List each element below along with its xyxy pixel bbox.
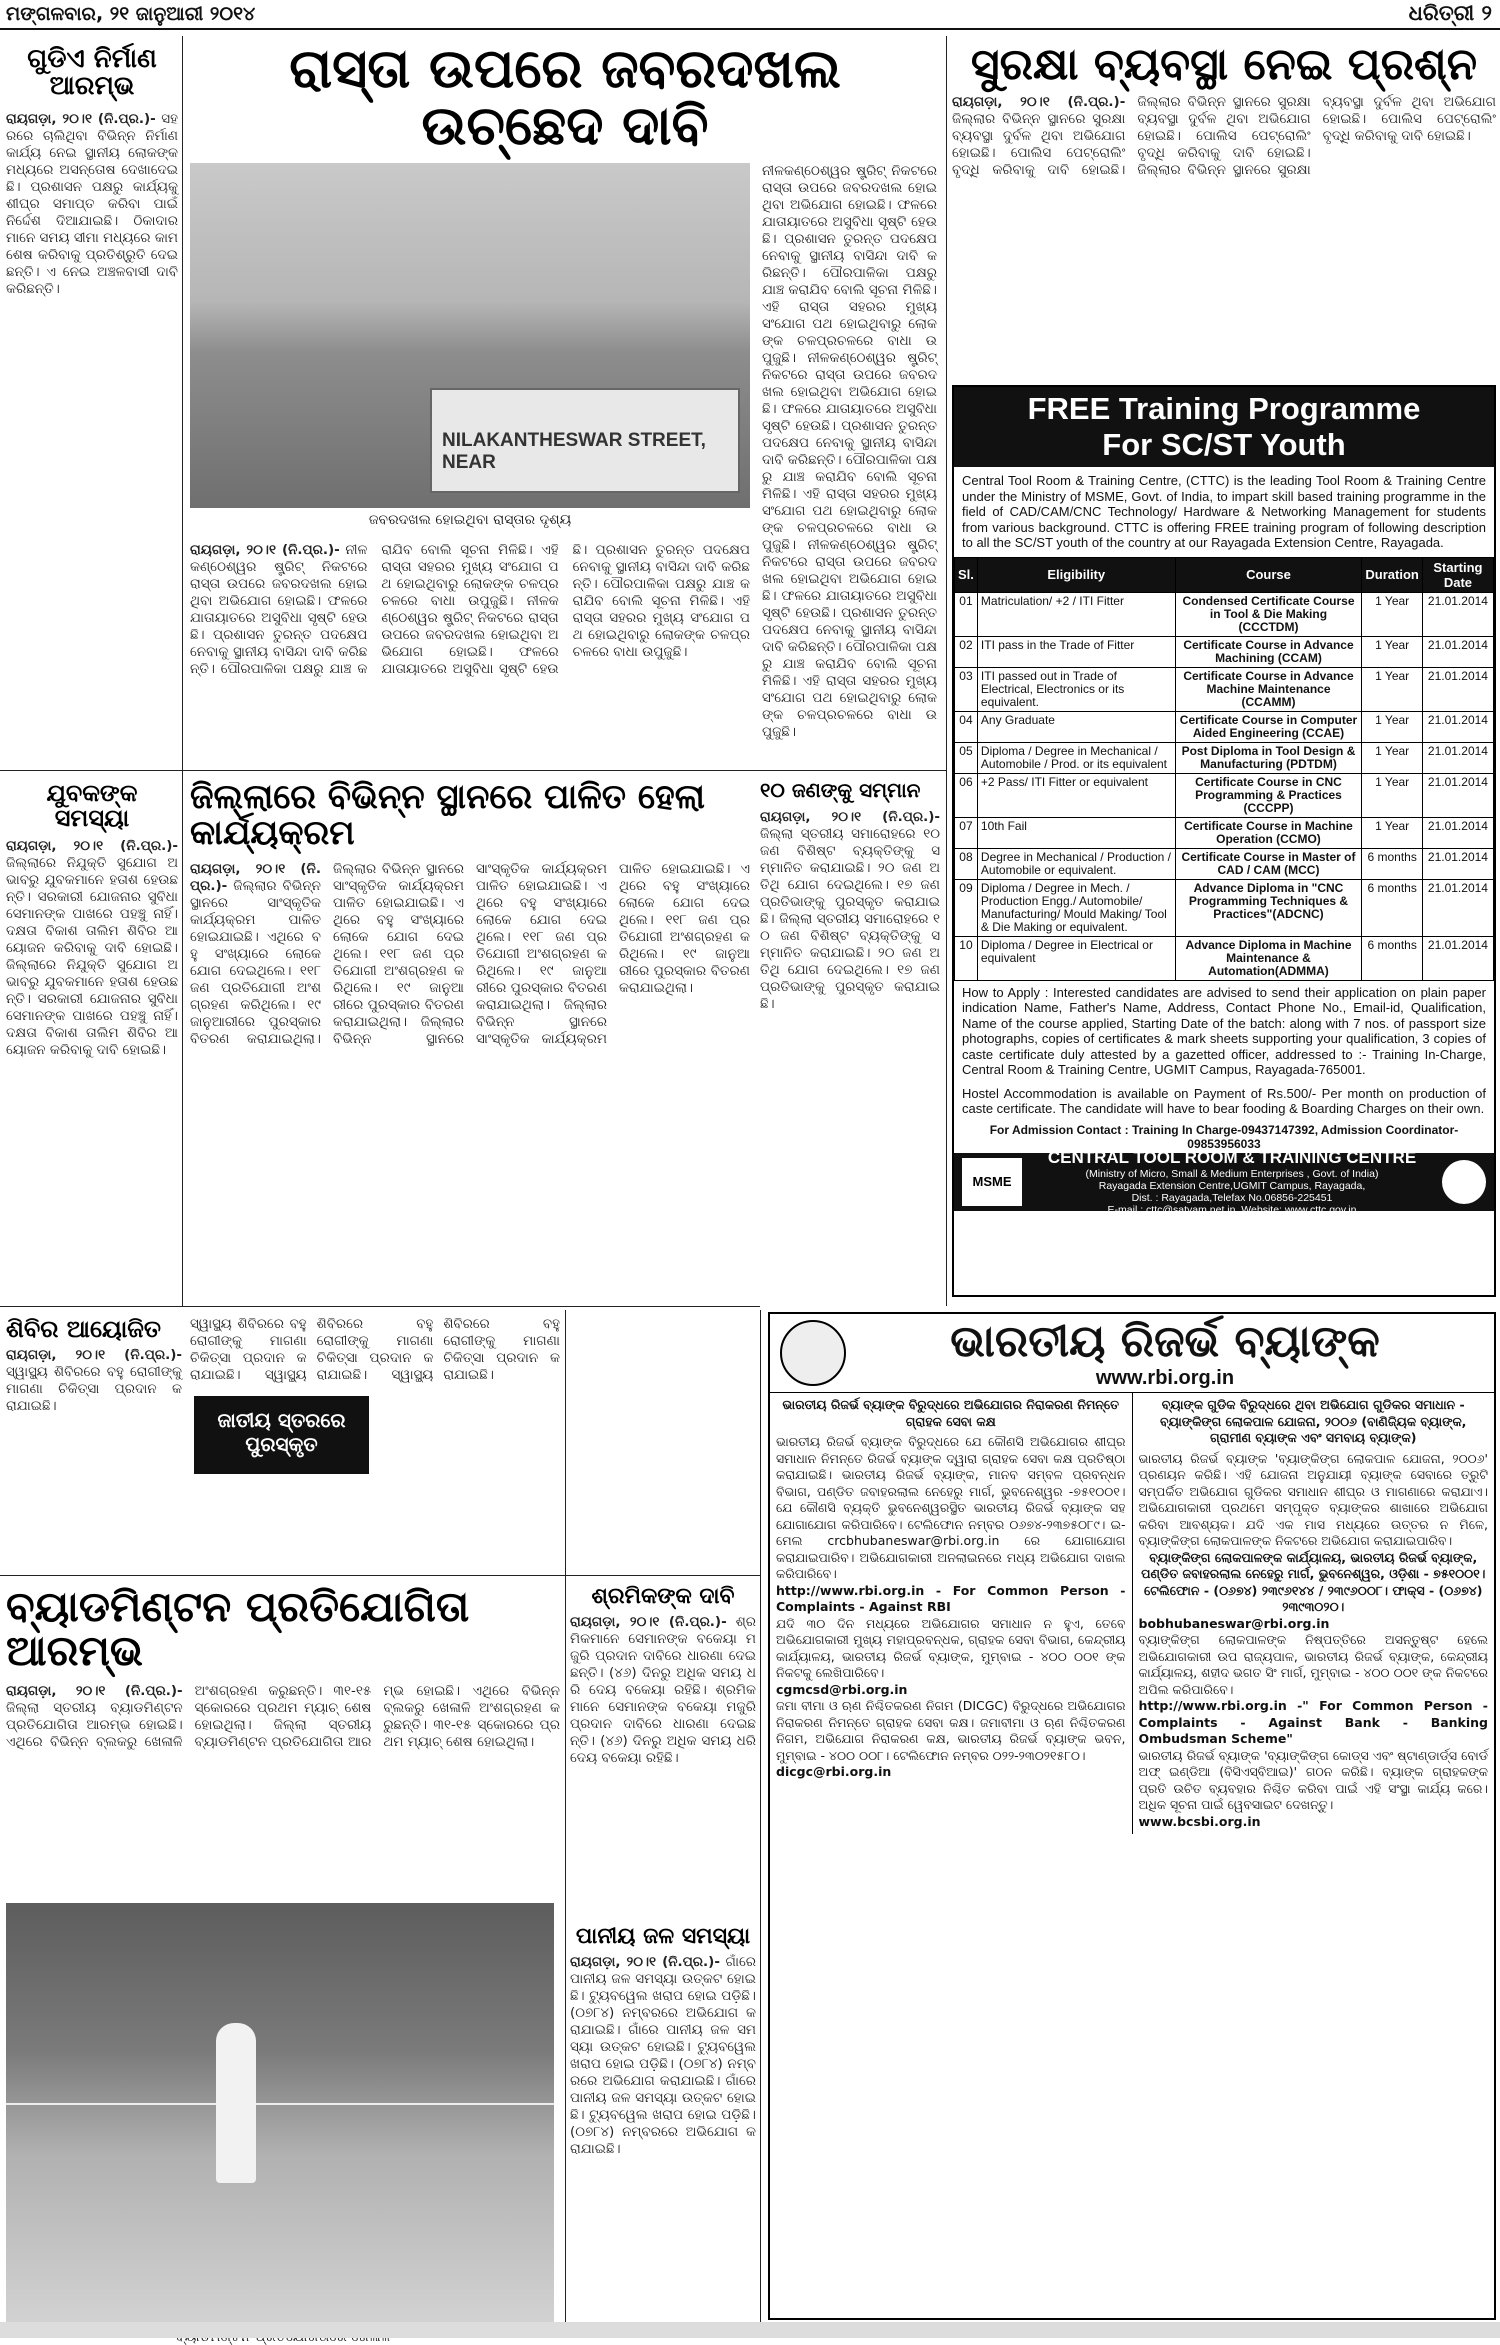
street-sign-text: NILAKANTHESWAR STREET, NEAR bbox=[442, 430, 706, 474]
table-cell: 6 months bbox=[1362, 848, 1422, 879]
story-text: ସହରରେ ଚାଲିଥିବା ବିଭିନ୍ନ ନିର୍ମାଣ କାର୍ଯ୍ୟ ନେଇ ସ୍ଥାନୀୟ ଲୋକଙ୍କ ମଧ୍ୟରେ ଅସନ୍ତୋଷ ଦେଖାଦେଇଛି। ପ୍ରଶାସନ ପକ୍ଷରୁ କାର୍ଯ୍ୟକୁ ଶୀଘ୍ର ସମାପ୍ତ କରିବା ପାଇଁ ନିର୍ଦ୍ଦେଶ ଦିଆଯାଇଛି। ଠିକାଦାରମାନେ ସମୟ ସୀମା ମଧ୍ୟରେ କାମ ଶେଷ କରିବାକୁ ପ୍ରତିଶ୍ରୁତି ଦେଇଛନ୍ତି। ଏ ନେଇ ଅଞ୍ଚଳବାସୀ ଦାବି କରିଛନ୍ତି। bbox=[6, 110, 178, 297]
story-headline: ସୁରକ୍ଷା ବ୍ୟବସ୍ଥା ନେଇ ପ୍ରଶ୍ନ bbox=[970, 39, 1478, 90]
story-text-cont: ଶ୍ରମିକମାନେ ସେମାନଙ୍କ ବକେୟା ମଜୁରି ପ୍ରଦାନ ଦାବିରେ ଧାରଣା ଦେଇଛନ୍ତି। (୪୬) ଦିନରୁ ଅଧିକ ସମୟ ଧରି ଦେୟ ବକେୟା ରହିଛି। bbox=[570, 1682, 756, 1767]
table-header-cell: Starting Date bbox=[1422, 557, 1493, 592]
lead-photo-caption: ଜବରଦଖଲ ହୋଇଥିବା ରାସ୍ତାର ଦୃଶ୍ୟ bbox=[368, 512, 572, 529]
table-cell: +2 Pass/ ITI Fitter or equivalent bbox=[977, 773, 1175, 817]
player-figure bbox=[216, 2023, 256, 2183]
masthead-page-number: ଧରିତ୍ରୀ ୨ bbox=[1408, 1, 1492, 25]
story-text-cont: ଜିଲ୍ଲା ସ୍ତରୀୟ ବ୍ୟାଡମିଣ୍ଟନ ପ୍ରତିଯୋଗିତା ଆରମ୍ଭ ହୋଇଛି। ଏଥିରେ ବିଭିନ୍ନ ବ୍ଲକରୁ ଖେଳାଳି ଅଂଶଗ୍ରହଣ କରୁଛନ୍ତି। ୩୧-୧୫ ସ୍କୋରରେ ପ୍ରଥମ ମ୍ୟାଚ୍ ଶେଷ ହୋଇଥିଲା। bbox=[194, 1683, 560, 1751]
table-cell: 21.01.2014 bbox=[1422, 742, 1493, 773]
story-headline: ବ୍ୟାଡମିଣ୍ଟନ ପ୍ରତିଯୋଗିତା ଆରମ୍ଭ bbox=[6, 1582, 470, 1676]
news-story bbox=[760, 780, 940, 1300]
table-cell: 06 bbox=[955, 773, 978, 817]
how-to-apply: How to Apply : Interested candidates are advised to send their application on plain paper indication Name, Father's Name, Address, Contact Phone No., Email-id, Qualification, Name of the course applied, Starting Date of the batch: along with 7 nos. of passport size photographs, copies of certificates & mark sheets supporting your qualification, 3 copies of caste certificate duly attested by a gazetted officer, addressed to :- Training In-Charge, Central Room & Training Centre, UGMIT Campus, Rayagada-765001. bbox=[962, 984, 1486, 1077]
rbi-col1-body2: ଯଦି ୩୦ ଦିନ ମଧ୍ୟରେ ଅଭିଯୋଗର ସମାଧାନ ନ ହୁଏ, ତେବେ ଅଭିଯୋଗକାରୀ ମୁଖ୍ୟ ମହାପ୍ରବନ୍ଧକ, ଗ୍ରାହକ ସେବା ବିଭାଗ, କେନ୍ଦ୍ରୀୟ କାର୍ଯ୍ୟାଳୟ, ଭାରତୀୟ ରିଜର୍ଭ ବ୍ୟାଙ୍କ, ମୁମ୍ବାଇ - ୪୦୦ ୦୦୧ ଙ୍କ ନିକଟକୁ ଲେଖିପାରିବେ। bbox=[776, 1615, 1126, 1680]
course-table bbox=[954, 557, 1494, 981]
centre-email-website[interactable]: E-mail : cttc@satyam.net.in, Website: www.cttc.gov.in bbox=[1107, 1203, 1357, 1216]
rbi-header bbox=[770, 1314, 1494, 1392]
story-text-cont: ଜିଲ୍ଲାର ବିଭିନ୍ନ ସ୍ଥାନରେ ସୁରକ୍ଷା ବ୍ୟବସ୍ଥା ଦୁର୍ବଳ ଥିବା ଅଭିଯୋଗ ହୋଇଛି। ପୋଲିସ ପେଟ୍ରୋଲିଂ ବୃଦ୍ଧି କରିବାକୁ ଦାବି ହୋଇଛି। bbox=[1137, 94, 1311, 162]
ad-footer bbox=[954, 1147, 1494, 1216]
table-cell: Diploma / Degree in Electrical or equivalent bbox=[977, 936, 1175, 980]
court-net bbox=[6, 2103, 554, 2105]
story-text-cont: ଜିଲ୍ଲାର ବିଭିନ୍ନ ସ୍ଥାନରେ ସାଂସ୍କୃତିକ କାର୍ଯ୍ୟକ୍ରମ ପାଳିତ ହୋଇଯାଇଛି। ଏଥିରେ ବହୁ ସଂଖ୍ୟାରେ ଲୋକେ ଯୋଗ ଦେଇଥିଲେ। ୧୧୮ ଜଣ ପ୍ରତିଯୋଗୀ ଅଂଶଗ୍ରହଣ କରିଥିଲେ। ୧୯ ଜାନୁଆରୀରେ ପୁରସ୍କାର ବିତରଣ କରାଯାଇଥିଲା। bbox=[333, 861, 464, 1031]
table-cell: 03 bbox=[955, 667, 978, 711]
table-cell: Degree in Mechanical / Production / Automobile or equivalent. bbox=[977, 848, 1175, 879]
table-cell: 21.01.2014 bbox=[1422, 936, 1493, 980]
rbi-col1-body: ଭାରତୀୟ ରିଜର୍ଭ ବ୍ୟାଙ୍କ ବିରୁଦ୍ଧରେ ଯେ କୌଣସି ଅଭିଯୋଗର ଶୀଘ୍ର ସମାଧାନ ନିମନ୍ତେ ରିଜର୍ଭ ବ୍ୟାଙ୍କ ଦ୍ୱାରା ଗ୍ରାହକ ସେବା କକ୍ଷ ପ୍ରତିଷ୍ଠା କରାଯାଇଛି। ଭାରତୀୟ ରିଜର୍ଭ ବ୍ୟାଙ୍କ, ମାନବ ସମ୍ବଳ ପ୍ରବନ୍ଧନ ବିଭାଗ, ପଣ୍ଡିତ ଜବାହରଲାଲ ନେହେରୁ ମାର୍ଗ, ଭୁବନେଶ୍ୱର -୭୫୧୦୦୧। ଯେ କୌଣସି ବ୍ୟକ୍ତି ଭୁବନେଶ୍ୱରସ୍ଥିତ ଭାରତୀୟ ରିଜର୍ଭ ବ୍ୟାଙ୍କ ସହ ଯୋଗାଯୋଗ କରିପାରିବେ। ଟେଲିଫୋନ ନମ୍ବର ୦୬୭୪-୨୩୭୫୦୮୯। ଇ-ମେଲ crcbhubaneswar@rbi.org.in ରେ ଯୋଗାଯୋଗ କରାଯାଇପାରିବ। ଅଭିଯୋଗକାରୀ ଅନଲାଇନରେ ମଧ୍ୟ ଅଭିଯୋଗ ଦାଖଲ କରିପାରିବେ। bbox=[776, 1434, 1126, 1581]
rbi-title-block bbox=[846, 1316, 1484, 1390]
table-row bbox=[955, 936, 1494, 980]
table-header-cell: Eligibility bbox=[977, 557, 1175, 592]
table-cell: Certificate Course in Computer Aided Engineering (CCAE) bbox=[1175, 711, 1362, 742]
rbi-col2-heading: ବ୍ୟାଙ୍କ ଗୁଡିକ ବିରୁଦ୍ଧରେ ଥିବା ଅଭିଯୋଗ ଗୁଡିକର ସମାଧାନ - ବ୍ୟାଙ୍କିଙ୍ଗ ଲୋକପାଳ ଯୋଜନା, ୨୦୦୬ (ବାଣିଜ୍ୟିକ ବ୍ୟାଙ୍କ, ଗ୍ରାମୀଣ ବ୍ୟାଙ୍କ ଏବଂ ସମବାୟ ବ୍ୟାଙ୍କ) bbox=[1160, 1397, 1467, 1445]
story-text-cont2: ଜିଲ୍ଲାର ବିଭିନ୍ନ ସ୍ଥାନରେ ସୁରକ୍ଷା ବ୍ୟବସ୍ଥା ଦୁର୍ବଳ ଥିବା ଅଭିଯୋଗ ହୋଇଛି। ପୋଲିସ ପେଟ୍ରୋଲିଂ ବୃଦ୍ଧି କରିବାକୁ ଦାବି ହୋଇଛି। bbox=[1137, 94, 1496, 179]
rbi-url[interactable]: www.rbi.org.in bbox=[1095, 1367, 1235, 1389]
story-body bbox=[6, 1347, 182, 1415]
table-cell: 21.01.2014 bbox=[1422, 817, 1493, 848]
story-dateline: ରାୟଗଡ଼ା, ୨୦।୧ (ନି.ପ୍ର.)- bbox=[6, 110, 156, 127]
lead-photo bbox=[190, 163, 750, 508]
story-text: ଜିଲ୍ଲାର ବିଭିନ୍ନ ସ୍ଥାନରେ ସୁରକ୍ଷା ବ୍ୟବସ୍ଥା ଦୁର୍ବଳ ଥିବା ଅଭିଯୋଗ ହୋଇଛି। ପୋଲିସ ପେଟ୍ରୋଲିଂ ବୃଦ୍ଧି କରିବାକୁ ଦାବି ହୋଇଛି। bbox=[952, 111, 1126, 179]
training-programme-ad bbox=[952, 385, 1496, 1297]
news-story bbox=[190, 777, 750, 1300]
rbi-col2-body2: ବ୍ୟାଙ୍କିଙ୍ଗ ଲୋକପାଳଙ୍କ ନିଷ୍ପତ୍ତିରେ ଅସନ୍ତୁଷ୍ଟ ହେଲେ ଅଭିଯୋଗକାରୀ ଉପ ରାଜ୍ୟପାଳ, ଭାରତୀୟ ରିଜର୍ଭ ବ୍ୟାଙ୍କ, କେନ୍ଦ୍ରୀୟ କାର୍ଯ୍ୟାଳୟ, ଶହୀଦ ଭଗତ ସିଂ ମାର୍ଗ, ମୁମ୍ବାଇ - ୪୦୦ ୦୦୧ ଙ୍କ ନିକଟରେ ଅପିଲ କରିପାରିବେ। bbox=[1138, 1632, 1488, 1697]
rbi-col2-address: ବ୍ୟାଙ୍କିଙ୍ଗ ଲୋକପାଳଙ୍କ କାର୍ଯ୍ୟାଳୟ, ଭାରତୀୟ ରିଜର୍ଭ ବ୍ୟାଙ୍କ, ପଣ୍ଡିତ ଜବାହରଲାଲ ନେହେରୁ ମାର୍ଗ, ଭୁବନେଶ୍ୱର, ଓଡ଼ିଶା - ୭୫୧୦୦୧। ଟେଲିଫୋନ - (୦୬୭୪) ୨୩୯୬୧୪୪ / ୨୩୯୬୦୦୮। ଫାକ୍ସ - (୦୬୭୪) ୨୩୯୩୦୨୦। bbox=[1141, 1549, 1486, 1614]
news-story bbox=[952, 39, 1496, 372]
lead-text-side: ନୀଳକଣ୍ଠେଶ୍ୱର ଷ୍ଟ୍ରିଟ୍ ନିକଟରେ ରାସ୍ତା ଉପରେ ଜବରଦଖଲ ହୋଇଥିବା ଅଭିଯୋଗ ହୋଇଛି। ଫଳରେ ଯାତାୟାତରେ ଅସୁବିଧା ସୃଷ୍ଟି ହେଉଛି। ପ୍ରଶାସନ ତୁରନ୍ତ ପଦକ୍ଷେପ ନେବାକୁ ସ୍ଥାନୀୟ ବାସିନ୍ଦା ଦାବି କରିଛନ୍ତି। ପୌରପାଳିକା ପକ୍ଷରୁ ଯାଞ୍ଚ କରାଯିବ ବୋଲି ସୂଚନା ମିଳିଛି। ଏହି ରାସ୍ତା ସହରର ମୁଖ୍ୟ ସଂଯୋଗ ପଥ ହୋଇଥିବାରୁ ଲୋକଙ୍କ ଚଳପ୍ରଚଳରେ ବାଧା ଉପୁଜୁଛି। bbox=[762, 163, 937, 367]
lead-text-cont: ନୀଳକଣ୍ଠେଶ୍ୱର ଷ୍ଟ୍ରିଟ୍ ନିକଟରେ ରାସ୍ତା ଉପରେ ଜବରଦଖଲ ହୋଇଥିବା ଅଭିଯୋଗ ହୋଇଛି। ଫଳରେ ଯାତାୟାତରେ ଅସୁବିଧା ସୃଷ୍ଟି ହେଉଛି। ପ୍ରଶାସନ ତୁରନ୍ତ ପଦକ୍ଷେପ ନେବାକୁ ସ୍ଥାନୀୟ ବାସିନ୍ଦା ଦାବି କରିଛନ୍ତି। ପୌରପାଳିକା ପକ୍ଷରୁ ଯାଞ୍ଚ କରାଯିବ ବୋଲି ସୂଚନା ମିଳିଛି। ଏହି ରାସ୍ତା ସହରର ମୁଖ୍ୟ ସଂଯୋଗ ପଥ ହୋଇଥିବାରୁ ଲୋକଙ୍କ ଚଳପ୍ରଚଳରେ ବାଧା ଉପୁଜୁଛି। bbox=[381, 542, 750, 678]
table-cell: Certificate Course in Advance Machining (CCAM) bbox=[1175, 636, 1362, 667]
table-cell: 09 bbox=[955, 879, 978, 936]
story-headline: ଶ୍ରମିକଙ୍କ ଦାବି bbox=[591, 1583, 735, 1609]
table-cell: Certificate Course in Master of CAD / CAM (MCC) bbox=[1175, 848, 1362, 879]
story-text: ଜିଲ୍ଲାରେ ନିଯୁକ୍ତି ସୁଯୋଗ ଅଭାବରୁ ଯୁବକମାନେ ହତାଶ ହେଉଛନ୍ତି। ସରକାରୀ ଯୋଜନାର ସୁବିଧା ସେମାନଙ୍କ ପାଖରେ ପହଞ୍ଚୁ ନାହିଁ। ଦକ୍ଷତା ବିକାଶ ତାଲିମ ଶିବିର ଆୟୋଜନ କରିବାକୁ ଦାବି ହୋଇଛି। bbox=[6, 855, 178, 957]
table-cell: 21.01.2014 bbox=[1422, 711, 1493, 742]
column-rule bbox=[182, 36, 183, 1306]
lead-body bbox=[190, 542, 750, 742]
rbi-column-right bbox=[1132, 1393, 1495, 1834]
story-headline: ଶିବିର ଆୟୋଜିତ bbox=[6, 1314, 161, 1343]
hostel-info: Hostel Accommodation is available on Payment of Rs.500/- Per month on production of caste certificate. The candidate will have to bear fooding & Boarding Charges on their own. bbox=[962, 1085, 1486, 1116]
table-cell: Advance Diploma in Machine Maintenance & Automation(ADMMA) bbox=[1175, 936, 1362, 980]
table-cell: 1 Year bbox=[1362, 817, 1422, 848]
table-cell: 1 Year bbox=[1362, 773, 1422, 817]
table-cell: Certificate Course in CNC Programming & Practices (CCCPP) bbox=[1175, 773, 1362, 817]
rbi-col1-email2[interactable]: dicgc@rbi.org.in bbox=[776, 1764, 892, 1779]
table-row bbox=[955, 773, 1494, 817]
ad-title-line1: FREE Training Programme bbox=[1027, 391, 1421, 426]
lead-text: ନୀଳକଣ୍ଠେଶ୍ୱର ଷ୍ଟ୍ରିଟ୍ ନିକଟରେ ରାସ୍ତା ଉପରେ ଜବରଦଖଲ ହୋଇଥିବା ଅଭିଯୋଗ ହୋଇଛି। ଫଳରେ ଯାତାୟାତରେ ଅସୁବିଧା ସୃଷ୍ଟି ହେଉଛି। ପ୍ରଶାସନ ତୁରନ୍ତ ପଦକ୍ଷେପ ନେବାକୁ ସ୍ଥାନୀୟ ବାସିନ୍ଦା ଦାବି କରିଛନ୍ତି। ପୌରପାଳିକା ପକ୍ଷରୁ ଯାଞ୍ଚ କରାଯିବ ବୋଲି ସୂଚନା ମିଳିଛି। ଏହି ରାସ୍ତା ସହରର ମୁଖ୍ୟ ସଂଯୋଗ ପଥ ହୋଇଥିବାରୁ ଲୋକଙ୍କ ଚଳପ୍ରଚଳରେ ବାଧା ଉପୁଜୁଛି। bbox=[190, 542, 559, 678]
table-cell: 21.01.2014 bbox=[1422, 667, 1493, 711]
lead-text-side3: ନୀଳକଣ୍ଠେଶ୍ୱର ଷ୍ଟ୍ରିଟ୍ ନିକଟରେ ରାସ୍ତା ଉପରେ ଜବରଦଖଲ ହୋଇଥିବା ଅଭିଯୋଗ ହୋଇଛି। ଫଳରେ ଯାତାୟାତରେ ଅସୁବିଧା ସୃଷ୍ଟି ହେଉଛି। ପ୍ରଶାସନ ତୁରନ୍ତ ପଦକ୍ଷେପ ନେବାକୁ ସ୍ଥାନୀୟ ବାସିନ୍ଦା ଦାବି କରିଛନ୍ତି। ପୌରପାଳିକା ପକ୍ଷରୁ ଯାଞ୍ଚ କରାଯିବ ବୋଲି ସୂଚନା ମିଳିଛି। ଏହି ରାସ୍ତା ସହରର ମୁଖ୍ୟ ସଂଯୋଗ ପଥ ହୋଇଥିବାରୁ ଲୋକଙ୍କ ଚଳପ୍ରଚଳରେ ବାଧା ଉପୁଜୁଛି। bbox=[762, 537, 938, 741]
table-cell: 10 bbox=[955, 936, 978, 980]
table-row bbox=[955, 879, 1494, 936]
lead-headline: ରାସ୍ତା ଉପରେ ଜବରଦଖଲ ଉଚ୍ଛେଦ ଦାବି bbox=[289, 36, 841, 157]
rbi-col1-link[interactable]: http://www.rbi.org.in - For Common Person - Complaints - Against RBI bbox=[776, 1582, 1126, 1614]
table-cell: Condensed Certificate Course in Tool & Die Making (CCCTDM) bbox=[1175, 592, 1362, 636]
table-cell: Diploma / Degree in Mechanical / Automobile / Prod. or its equivalent bbox=[977, 742, 1175, 773]
course-table-body bbox=[955, 592, 1494, 980]
table-cell: ITI pass in the Trade of Fitter bbox=[977, 636, 1175, 667]
story-headline: ଯୁବକଙ୍କ ସମସ୍ୟା bbox=[46, 778, 138, 833]
table-cell: 1 Year bbox=[1362, 742, 1422, 773]
news-story bbox=[6, 1582, 560, 2320]
table-cell: ITI passed out in Trade of Electrical, Electronics or its equivalent. bbox=[977, 667, 1175, 711]
story-dateline: ରାୟଗଡ଼ା, ୨୦।୧ (ନି.ପ୍ର.)- bbox=[952, 94, 1126, 111]
story-body bbox=[6, 838, 178, 1059]
story-body bbox=[570, 1954, 756, 2158]
table-cell: 1 Year bbox=[1362, 636, 1422, 667]
story-headline: ଗୁଡିଏ ନିର୍ମାଣ ଆରମ୍ଭ bbox=[27, 44, 157, 102]
rbi-col2-body3: ଭାରତୀୟ ରିଜର୍ଭ ବ୍ୟାଙ୍କ 'ବ୍ୟାଙ୍କିଙ୍ଗ କୋଡ୍ସ ଏବଂ ଷ୍ଟାଣ୍ଡାର୍ଡ୍ସ ବୋର୍ଡ ଅଫ୍ ଇଣ୍ଡିଆ (ବିସିଏସ୍‌ବିଆଇ)' ଗଠନ କରିଛି। ବ୍ୟାଙ୍କ ଗ୍ରାହକଙ୍କ ପ୍ରତି ଉଚିତ ବ୍ୟବହାର ନିଶ୍ଚିତ କରିବା ପାଇଁ ଏହି ସଂସ୍ଥା କାର୍ଯ୍ୟ କରେ। ଅଧିକ ସୂଚନା ପାଇଁ ୱେବସାଇଟ ଦେଖନ୍ତୁ। bbox=[1138, 1747, 1488, 1812]
msme-logo: MSME bbox=[962, 1158, 1022, 1206]
story-dateline: ରାୟଗଡ଼ା, ୨୦।୧ (ନି.ପ୍ର.)- bbox=[6, 838, 178, 855]
table-cell: 10th Fail bbox=[977, 817, 1175, 848]
column-rule bbox=[760, 1310, 761, 2325]
table-cell: 01 bbox=[955, 592, 978, 636]
lead-side-column bbox=[762, 163, 937, 803]
lead-text-side2: ନୀଳକଣ୍ଠେଶ୍ୱର ଷ୍ଟ୍ରିଟ୍ ନିକଟରେ ରାସ୍ତା ଉପରେ ଜବରଦଖଲ ହୋଇଥିବା ଅଭିଯୋଗ ହୋଇଛି। ଫଳରେ ଯାତାୟାତରେ ଅସୁବିଧା ସୃଷ୍ଟି ହେଉଛି। ପ୍ରଶାସନ ତୁରନ୍ତ ପଦକ୍ଷେପ ନେବାକୁ ସ୍ଥାନୀୟ ବାସିନ୍ଦା ଦାବି କରିଛନ୍ତି। ପୌରପାଳିକା ପକ୍ଷରୁ ଯାଞ୍ଚ କରାଯିବ ବୋଲି ସୂଚନା ମିଳିଛି। ଏହି ରାସ୍ତା ସହରର ମୁଖ୍ୟ ସଂଯୋଗ ପଥ ହୋଇଥିବାରୁ ଲୋକଙ୍କ ଚଳପ୍ରଚଳରେ ବାଧା ଉପୁଜୁଛି। bbox=[762, 350, 938, 554]
course-table-header bbox=[955, 557, 1494, 592]
table-row bbox=[955, 711, 1494, 742]
lead-dateline: ରାୟଗଡ଼ା, ୨୦।୧ (ନି.ପ୍ର.)- bbox=[190, 542, 340, 559]
table-row bbox=[955, 848, 1494, 879]
table-cell: Matriculation/ +2 / ITI Fitter bbox=[977, 592, 1175, 636]
table-cell: 1 Year bbox=[1362, 711, 1422, 742]
table-cell: 1 Year bbox=[1362, 667, 1422, 711]
column-rule bbox=[946, 36, 947, 1306]
highlight-box: ଜାତୀୟ ସ୍ତରରେ ପୁରସ୍କୃତ bbox=[194, 1396, 369, 1474]
table-cell: 05 bbox=[955, 742, 978, 773]
admission-contact: For Admission Contact : Training In Charge-09437147392, Admission Coordinator-09853956033 bbox=[989, 1122, 1459, 1151]
table-row bbox=[955, 742, 1494, 773]
table-cell: Any Graduate bbox=[977, 711, 1175, 742]
ad-footer-info bbox=[1030, 1148, 1434, 1216]
table-cell: 1 Year bbox=[1362, 592, 1422, 636]
story-text: ଜିଲ୍ଲାର ବିଭିନ୍ନ ସ୍ଥାନରେ ସାଂସ୍କୃତିକ କାର୍ଯ୍ୟକ୍ରମ ପାଳିତ ହୋଇଯାଇଛି। ଏଥିରେ ବହୁ ସଂଖ୍ୟାରେ ଲୋକେ ଯୋଗ ଦେଇଥିଲେ। ୧୧୮ ଜଣ ପ୍ରତିଯୋଗୀ ଅଂଶଗ୍ରହଣ କରିଥିଲେ। ୧୯ ଜାନୁଆରୀରେ ପୁରସ୍କାର ବିତରଣ କରାଯାଇଥିଲା। bbox=[190, 878, 321, 1048]
table-cell: Diploma / Degree in Mech. / Production Engg./ Automobile/ Manufacturing/ Mould Making/ Tool & Die Making or equivalent. bbox=[977, 879, 1175, 936]
story-text: ସ୍ୱାସ୍ଥ୍ୟ ଶିବିରରେ ବହୁ ରୋଗୀଙ୍କୁ ମାଗଣା ଚିକିତ୍ସା ପ୍ରଦାନ କରାଯାଇଛି। bbox=[6, 1364, 182, 1415]
rbi-col1-body3: ଜମା ବୀମା ଓ ଋଣ ନିଶ୍ଚିତକରଣ ନିଗମ (DICGC) ବିରୁଦ୍ଧରେ ଅଭିଯୋଗର ନିରାକରଣ ନିମନ୍ତେ ଗ୍ରାହକ ସେବା କକ୍ଷ। ଜମାବୀମା ଓ ଋଣ ନିଶ୍ଚିତକରଣ ନିଗମ, ଅଭିଯୋଗ ନିରାକରଣ କକ୍ଷ, ଭାରତୀୟ ରିଜର୍ଭ ବ୍ୟାଙ୍କ ଭବନ, ମୁମ୍ବାଇ - ୪୦୦ ୦୦୮। ଟେଲିଫୋନ ନମ୍ବର ୦୨୨-୨୩୦୨୧୫୮୦। bbox=[776, 1698, 1126, 1763]
story-dateline: ରାୟଗଡ଼ା, ୨୦।୧ (ନି.ପ୍ର.)- bbox=[570, 1954, 720, 1971]
story-text: ଜିଲ୍ଲା ସ୍ତରୀୟ ବ୍ୟାଡମିଣ୍ଟନ ପ୍ରତିଯୋଗିତା ଆରମ୍ଭ ହୋଇଛି। ଏଥିରେ ବିଭିନ୍ନ ବ୍ଲକରୁ ଖେଳାଳି ଅଂଶଗ୍ରହଣ କରୁଛନ୍ତି। ୩୧-୧୫ ସ୍କୋରରେ ପ୍ରଥମ ମ୍ୟାଚ୍ ଶେଷ ହୋଇଥିଲା। bbox=[6, 1683, 372, 1751]
rbi-col2-site[interactable]: www.bcsbi.org.in bbox=[1138, 1813, 1261, 1829]
table-cell: 6 months bbox=[1362, 879, 1422, 936]
story-text-cont: ଜିଲ୍ଲାରେ ନିଯୁକ୍ତି ସୁଯୋଗ ଅଭାବରୁ ଯୁବକମାନେ ହତାଶ ହେଉଛନ୍ତି। ସରକାରୀ ଯୋଜନାର ସୁବିଧା ସେମାନଙ୍କ ପାଖରେ ପହଞ୍ଚୁ ନାହିଁ। ଦକ୍ଷତା ବିକାଶ ତାଲିମ ଶିବିର ଆୟୋଜନ କରିବାକୁ ଦାବି ହୋଇଛି। bbox=[6, 957, 178, 1059]
story-text-cont3: ଜିଲ୍ଲାର ବିଭିନ୍ନ ସ୍ଥାନରେ ସାଂସ୍କୃତିକ କାର୍ଯ୍ୟକ୍ରମ ପାଳିତ ହୋଇଯାଇଛି। ଏଥିରେ ବହୁ ସଂଖ୍ୟାରେ ଲୋକେ ଯୋଗ ଦେଇଥିଲେ। ୧୧୮ ଜଣ ପ୍ରତିଯୋଗୀ ଅଂଶଗ୍ରହଣ କରିଥିଲେ। ୧୯ ଜାନୁଆରୀରେ ପୁରସ୍କାର ବିତରଣ କରାଯାଇଥିଲା। bbox=[476, 861, 750, 1048]
column-rule bbox=[565, 1310, 566, 2325]
table-cell: 21.01.2014 bbox=[1422, 773, 1493, 817]
news-story bbox=[6, 780, 178, 1300]
rbi-advertisement bbox=[768, 1312, 1496, 2320]
story-body bbox=[6, 1683, 560, 1883]
news-story bbox=[6, 1316, 182, 1571]
story-dateline: ରାୟଗଡ଼ା, ୨୦।୧ (ନି.ପ୍ର.)- bbox=[6, 1683, 183, 1700]
street-sign-wall bbox=[430, 388, 740, 493]
table-cell: 6 months bbox=[1362, 936, 1422, 980]
rbi-seal-icon bbox=[780, 1320, 846, 1386]
story-text-cont: ସ୍ୱାସ୍ଥ୍ୟ ଶିବିରରେ ବହୁ ରୋଗୀଙ୍କୁ ମାଗଣା ଚିକିତ୍ସା ପ୍ରଦାନ କରାଯାଇଛି। bbox=[264, 1316, 434, 1383]
table-cell: 21.01.2014 bbox=[1422, 879, 1493, 936]
table-cell: Advance Diploma in "CNC Programming Techniques & Practices"(ADCNC) bbox=[1175, 879, 1362, 936]
table-cell: 21.01.2014 bbox=[1422, 636, 1493, 667]
table-cell: 07 bbox=[955, 817, 978, 848]
story-headline: ପାନୀୟ ଜଳ ସମସ୍ୟା bbox=[575, 1923, 751, 1949]
centre-address: Rayagada Extension Centre,UGMIT Campus, Rayagada, bbox=[1098, 1179, 1366, 1192]
rbi-col1-heading: ଭାରତୀୟ ରିଜର୍ଭ ବ୍ୟାଙ୍କ ବିରୁଦ୍ଧରେ ଅଭିଯୋଗର ନିରାକରଣ ନିମନ୍ତେ ଗ୍ରାହକ ସେବା କକ୍ଷ bbox=[782, 1397, 1120, 1429]
table-cell: 08 bbox=[955, 848, 978, 879]
story-body bbox=[952, 94, 1496, 354]
ad-intro: Central Tool Room & Training Centre, (CTTC) is the leading Tool Room & Training Centre under the Ministry of MSME, Govt. of India, to impart skill based training programme in the field of CAD/CAM/CNC Technology/ Hardware & Networking Management for students from various background. CTTC is offering FREE training program of following description to all the SC/ST youth of the country at our Rayagada Extension Centre, Rayagada. bbox=[962, 473, 1486, 550]
story-body bbox=[6, 111, 178, 298]
iso-certification-icon bbox=[1442, 1160, 1486, 1204]
page-footer-strip bbox=[0, 2322, 1500, 2338]
table-cell: 21.01.2014 bbox=[1422, 592, 1493, 636]
story-text: ଜିଲ୍ଲା ସ୍ତରୀୟ ସମାରୋହରେ ୧୦ ଜଣ ବିଶିଷ୍ଟ ବ୍ୟକ୍ତିଙ୍କୁ ସମ୍ମାନିତ କରାଯାଇଛି। ୨୦ ଜଣ ଅତିଥି ଯୋଗ ଦେଇଥିଲେ। ୧୭ ଜଣ ପ୍ରତିଭାଙ୍କୁ ପୁରସ୍କୃତ କରାଯାଇଛି। bbox=[760, 826, 940, 927]
story-text-cont2: ଜିଲ୍ଲାର ବିଭିନ୍ନ ସ୍ଥାନରେ ସାଂସ୍କୃତିକ କାର୍ଯ୍ୟକ୍ରମ ପାଳିତ ହୋଇଯାଇଛି। ଏଥିରେ ବହୁ ସଂଖ୍ୟାରେ ଲୋକେ ଯୋଗ ଦେଇଥିଲେ। ୧୧୮ ଜଣ ପ୍ରତିଯୋଗୀ ଅଂଶଗ୍ରହଣ କରିଥିଲେ। ୧୯ ଜାନୁଆରୀରେ ପୁରସ୍କାର ବିତରଣ କରାଯାଇଥିଲା। bbox=[333, 861, 607, 1048]
story-body bbox=[760, 809, 940, 1013]
table-cell: Certificate Course in Machine Operation (CCMO) bbox=[1175, 817, 1362, 848]
news-story bbox=[6, 46, 178, 766]
rbi-column-left bbox=[770, 1393, 1132, 1834]
centre-telefax: Dist. : Rayagada,Telefax No.06856-225451 bbox=[1131, 1191, 1333, 1204]
ad-title bbox=[954, 387, 1494, 467]
table-cell: 02 bbox=[955, 636, 978, 667]
edition-date: ମଙ୍ଗଳବାର, ୨୧ ଜାନୁଆରୀ ୨୦୧୪ bbox=[6, 3, 256, 25]
rbi-col2-body: ଭାରତୀୟ ରିଜର୍ଭ ବ୍ୟାଙ୍କ 'ବ୍ୟାଙ୍କିଙ୍ଗ ଲୋକପାଳ ଯୋଜନା, ୨୦୦୬' ପ୍ରଣୟନ କରିଛି। ଏହି ଯୋଜନା ଅନୁଯାୟୀ ବ୍ୟାଙ୍କ ସେବାରେ ତ୍ରୁଟି ସମ୍ପର୍କିତ ଅଭିଯୋଗ ଗୁଡିକର ସମାଧାନ ଶୀଘ୍ର ଓ ମାଗଣାରେ କରାଯାଏ। ଅଭିଯୋଗକାରୀ ପ୍ରଥମେ ସମ୍ପୃକ୍ତ ବ୍ୟାଙ୍କର ଶାଖାରେ ଅଭିଯୋଗ କରିବା ଆବଶ୍ୟକ। ଯଦି ଏକ ମାସ ମଧ୍ୟରେ ଉତ୍ତର ନ ମିଳେ, ବ୍ୟାଙ୍କିଙ୍ଗ ଲୋକପାଳଙ୍କ ନିକଟରେ ଅଭିଯୋଗ କରାଯାଇପାରିବ। bbox=[1138, 1450, 1488, 1548]
centre-ministry: (Ministry of Micro, Small & Medium Enterprises , Govt. of India) bbox=[1085, 1167, 1379, 1180]
table-cell: 04 bbox=[955, 711, 978, 742]
story-body bbox=[190, 861, 750, 1311]
ad-title-line2: For SC/ST Youth bbox=[1102, 427, 1346, 462]
news-story bbox=[190, 1316, 560, 1571]
rbi-columns bbox=[770, 1392, 1494, 1834]
story-text-cont2: ଗାଁରେ ପାନୀୟ ଜଳ ସମସ୍ୟା ଉତ୍କଟ ହୋଇଛି। ଟ୍ୟୁବୱେଲ ଖରାପ ହୋଇ ପଡ଼ିଛି। (୦୭୮୪) ନମ୍ବରରେ ଅଭିଯୋଗ କରାଯାଇଛି। bbox=[570, 2073, 756, 2158]
table-row bbox=[955, 592, 1494, 636]
table-row bbox=[955, 636, 1494, 667]
story-headline: ୧୦ ଜଣଙ୍କୁ ସମ୍ମାନ bbox=[760, 778, 921, 802]
table-cell: Certificate Course in Advance Machine Maintenance (CCAMM) bbox=[1175, 667, 1362, 711]
table-cell: Post Diploma in Tool Design & Manufacturing (PDTDM) bbox=[1175, 742, 1362, 773]
rbi-col2-link[interactable]: http://www.rbi.org.in -" For Common Person - Complaints - Against Bank - Banking Ombudsman Scheme" bbox=[1138, 1698, 1488, 1746]
story-dateline: ରାୟଗଡ଼ା, ୨୦।୧ (ନି.ପ୍ର.)- bbox=[570, 1614, 727, 1631]
table-row bbox=[955, 667, 1494, 711]
story-text-cont: ଗାଁରେ ପାନୀୟ ଜଳ ସମସ୍ୟା ଉତ୍କଟ ହୋଇଛି। ଟ୍ୟୁବୱେଲ ଖରାପ ହୋଇ ପଡ଼ିଛି। (୦୭୮୪) ନମ୍ବରରେ ଅଭିଯୋଗ କରାଯାଇଛି। bbox=[570, 2022, 756, 2090]
story-headline: ଜିଲ୍ଲାରେ ବିଭିନ୍ନ ସ୍ଥାନରେ ପାଳିତ ହେଲା କାର୍ଯ୍ୟକ୍ରମ bbox=[190, 777, 705, 853]
table-header-cell: Duration bbox=[1362, 557, 1422, 592]
story-text: ଶ୍ରମିକମାନେ ସେମାନଙ୍କ ବକେୟା ମଜୁରି ପ୍ରଦାନ ଦାବିରେ ଧାରଣା ଦେଇଛନ୍ତି। (୪୬) ଦିନରୁ ଅଧିକ ସମୟ ଧରି ଦେୟ ବକେୟା ରହିଛି। bbox=[570, 1614, 756, 1699]
news-story bbox=[570, 1925, 756, 2320]
story-text-cont: ଜିଲ୍ଲା ସ୍ତରୀୟ ସମାରୋହରେ ୧୦ ଜଣ ବିଶିଷ୍ଟ ବ୍ୟକ୍ତିଙ୍କୁ ସମ୍ମାନିତ କରାଯାଇଛି। ୨୦ ଜଣ ଅତିଥି ଯୋଗ ଦେଇଥିଲେ। ୧୭ ଜଣ ପ୍ରତିଭାଙ୍କୁ ପୁରସ୍କୃତ କରାଯାଇଛି। bbox=[760, 911, 940, 1012]
section-rule bbox=[0, 1575, 760, 1576]
story-dateline: ରାୟଗଡ଼ା, ୨୦।୧ (ନି.ପ୍ର.)- bbox=[190, 861, 321, 895]
news-story bbox=[570, 1585, 756, 1915]
lead-story bbox=[190, 36, 940, 765]
rbi-col1-email[interactable]: cgmcsd@rbi.org.in bbox=[776, 1681, 908, 1697]
badminton-photo bbox=[6, 1903, 554, 2323]
story-text-cont2: ସ୍ୱାସ୍ଥ୍ୟ ଶିବିରରେ ବହୁ ରୋଗୀଙ୍କୁ ମାଗଣା ଚିକିତ୍ସା ପ୍ରଦାନ କରାଯାଇଛି। bbox=[391, 1316, 560, 1383]
table-header-cell: Sl. bbox=[955, 557, 978, 592]
story-body bbox=[570, 1614, 756, 1767]
table-header-cell: Course bbox=[1175, 557, 1362, 592]
table-row bbox=[955, 817, 1494, 848]
story-dateline: ରାୟଗଡ଼ା, ୨୦।୧ (ନି.ପ୍ର.)- bbox=[760, 809, 940, 825]
story-dateline: ରାୟଗଡ଼ା, ୨୦।୧ (ନି.ପ୍ର.)- bbox=[6, 1347, 182, 1364]
story-text: ଗାଁରେ ପାନୀୟ ଜଳ ସମସ୍ୟା ଉତ୍କଟ ହୋଇଛି। ଟ୍ୟୁବୱେଲ ଖରାପ ହୋଇ ପଡ଼ିଛି। (୦୭୮୪) ନମ୍ବରରେ ଅଭିଯୋଗ କରାଯାଇଛି। bbox=[570, 1954, 756, 2039]
rbi-col2-email[interactable]: bobhubaneswar@rbi.org.in bbox=[1138, 1615, 1330, 1631]
rbi-title: ଭାରତୀୟ ରିଜର୍ଭ ବ୍ୟାଙ୍କ bbox=[950, 1316, 1380, 1367]
table-cell: 21.01.2014 bbox=[1422, 848, 1493, 879]
centre-name: CENTRAL TOOL ROOM & TRAINING CENTRE bbox=[1047, 1147, 1417, 1167]
story-text: ସ୍ୱାସ୍ଥ୍ୟ ଶିବିରରେ ବହୁ ରୋଗୀଙ୍କୁ ମାଗଣା ଚିକିତ୍ସା ପ୍ରଦାନ କରାଯାଇଛି। bbox=[190, 1316, 307, 1383]
page-header bbox=[0, 0, 1500, 30]
